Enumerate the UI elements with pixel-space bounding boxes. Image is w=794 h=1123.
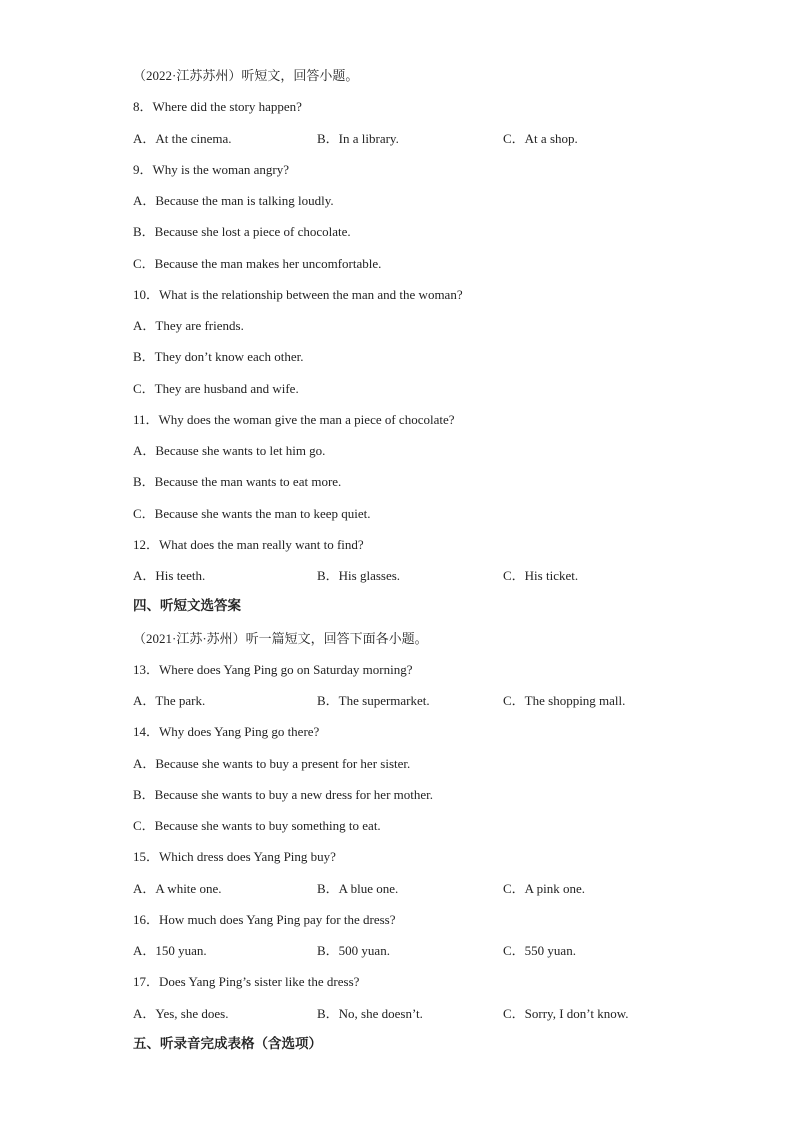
option-row	[133, 685, 753, 716]
answer-option: A．His teeth.	[133, 568, 206, 583]
document-page	[133, 60, 753, 1060]
answer-option: C．Because the man makes her uncomfortable.	[133, 255, 382, 271]
answer-option: A．Because she wants to let him go.	[133, 443, 326, 458]
answer-option: C．Because she wants the man to keep quiet.	[133, 505, 371, 521]
section-heading: 五、听录音完成表格（含选项）	[133, 1035, 322, 1052]
question: 9．Why is the woman angry?	[133, 161, 289, 177]
answer-option: C．His ticket.	[503, 568, 579, 583]
answer-option: A．Because she wants to buy a present for her sister.	[133, 755, 411, 771]
question: 15．Which dress does Yang Ping buy?	[133, 849, 336, 865]
answer-option: B．Because the man wants to eat more.	[133, 474, 342, 490]
answer-option: C．They are husband and wife.	[133, 380, 299, 396]
answer-option: A．Because the man is talking loudly.	[133, 193, 334, 208]
answer-option: B．The supermarket.	[317, 693, 430, 708]
question: 10．What is the relationship between the man and the woman?	[133, 286, 463, 302]
option-row	[133, 998, 753, 1029]
answer-option: B．A blue one.	[317, 880, 399, 896]
answer-option: C．Sorry, I don’t know.	[503, 1005, 629, 1021]
answer-option: C．The shopping mall.	[503, 693, 626, 708]
answer-option: B．They don’t know each other.	[133, 349, 304, 365]
answer-option: A．Yes, she does.	[133, 1005, 229, 1021]
question: 14．Why does Yang Ping go there?	[133, 724, 320, 740]
answer-option: A．A white one.	[133, 880, 222, 896]
option-row	[133, 873, 753, 904]
question: 16．How much does Yang Ping pay for the dress?	[133, 911, 396, 927]
answer-option: C．Because she wants to buy something to eat.	[133, 818, 381, 833]
question: 8．Where did the story happen?	[133, 99, 302, 115]
answer-option: A．At the cinema.	[133, 130, 232, 146]
answer-option: B．Because she lost a piece of chocolate.	[133, 224, 351, 240]
option-row	[133, 123, 753, 154]
answer-option: C．At a shop.	[503, 130, 578, 146]
answer-option: C．550 yuan.	[503, 943, 576, 958]
answer-option: A．They are friends.	[133, 318, 244, 333]
answer-option: B．No, she doesn’t.	[317, 1005, 423, 1021]
answer-option: B．500 yuan.	[317, 943, 390, 958]
answer-option: A．150 yuan.	[133, 943, 207, 958]
answer-option: C．A pink one.	[503, 880, 585, 896]
answer-option: B．His glasses.	[317, 568, 401, 583]
answer-option: A．The park.	[133, 693, 206, 708]
section-intro: （2022·江苏苏州）听短文，回答小题。	[133, 68, 359, 83]
section-heading: 四、听短文选答案	[133, 598, 241, 615]
answer-option: B．Because she wants to buy a new dress for her mother.	[133, 786, 434, 802]
option-row	[133, 560, 753, 591]
question: 12．What does the man really want to find?	[133, 536, 364, 552]
option-row	[133, 935, 753, 966]
answer-option: B．In a library.	[317, 130, 399, 146]
question: 11．Why does the woman give the man a piece of chocolate?	[133, 411, 455, 427]
question: 13．Where does Yang Ping go on Saturday morning?	[133, 661, 413, 677]
question: 17．Does Yang Ping’s sister like the dress?	[133, 974, 360, 990]
section-intro: （2021·江苏·苏州）听一篇短文，回答下面各小题。	[133, 630, 428, 646]
